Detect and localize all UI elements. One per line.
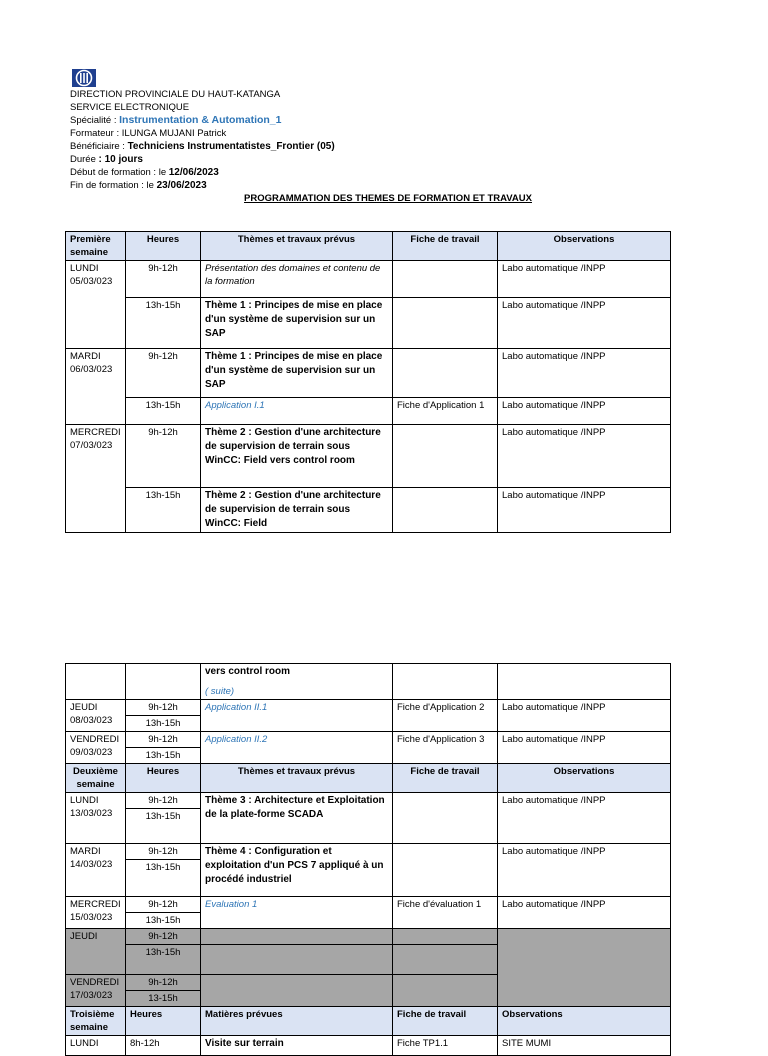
- schedule-table-week-1: [65, 231, 671, 533]
- table-row: [66, 844, 671, 860]
- table-row: [66, 349, 671, 398]
- observation-cell: Labo automatique /INPP: [498, 349, 671, 398]
- hours-cell: 9h-12h: [126, 700, 201, 716]
- theme-cell: [201, 945, 393, 975]
- table-row: [66, 488, 671, 533]
- fiche-cell: [393, 844, 498, 897]
- table-header-row: [66, 1007, 671, 1036]
- fiche-cell: [393, 425, 498, 488]
- beneficiaire-line: [70, 140, 335, 153]
- fiche-cell: [393, 929, 498, 945]
- theme-cell: Thème 1 : Principes de mise en place d'un système de supervision sur un SAP: [201, 349, 393, 398]
- table-row: [66, 732, 671, 748]
- fiche-cell: [393, 261, 498, 298]
- hours-cell: 9h-12h: [126, 897, 201, 913]
- hours-cell: 13h-15h: [126, 716, 201, 732]
- header-week: Première semaine: [66, 232, 126, 261]
- theme-continuation: vers control room: [205, 666, 291, 677]
- table-row: [66, 398, 671, 425]
- theme-cell: Thème 3 : Architecture et Exploitation de la plate-forme SCADA: [201, 793, 393, 844]
- debut-line: [70, 166, 219, 179]
- day-cell: MARDI 14/03/023: [66, 844, 126, 897]
- theme-suite: ( suite): [205, 686, 235, 697]
- table-row: [66, 261, 671, 298]
- theme-cell: Présentation des domaines et contenu de la formation: [201, 261, 393, 298]
- theme-cell: Thème 2 : Gestion d'une architecture de supervision de terrain sous WinCC: Field vers control room: [201, 425, 393, 488]
- fiche-cell: [393, 298, 498, 349]
- header-matieres: Matières prévues: [201, 1007, 393, 1036]
- day-cell: MERCREDI 15/03/023: [66, 897, 126, 929]
- theme-cell: [201, 664, 393, 700]
- fiche-cell: Fiche TP1.1: [393, 1036, 498, 1056]
- theme-cell: Application II.1: [201, 700, 393, 732]
- specialite-line: [70, 114, 282, 127]
- day-cell: MERCREDI 07/03/023: [66, 425, 126, 533]
- hours-cell: [126, 664, 201, 700]
- observation-cell: Labo automatique /INPP: [498, 261, 671, 298]
- header-fiche: Fiche de travail: [393, 232, 498, 261]
- debut-value: 12/06/2023: [168, 167, 219, 178]
- hours-cell: 9h-12h: [126, 975, 201, 991]
- fiche-cell: [393, 488, 498, 533]
- header-themes: Thèmes et travaux prévus: [201, 232, 393, 261]
- table-row: [66, 425, 671, 488]
- hours-cell: 13h-15h: [126, 398, 201, 425]
- header-heures: Heures: [126, 1007, 201, 1036]
- fin-line: [70, 179, 207, 192]
- day-cell: [66, 664, 126, 700]
- fin-label: Fin de formation : le: [70, 180, 157, 191]
- hours-cell: 13h-15h: [126, 945, 201, 975]
- header-themes: Thèmes et travaux prévus: [201, 764, 393, 793]
- day-cell: LUNDI: [66, 1036, 126, 1056]
- theme-cell: Application II.2: [201, 732, 393, 764]
- observation-cell: Labo automatique /INPP: [498, 700, 671, 732]
- observation-cell: SITE MUMI: [498, 1036, 671, 1056]
- table-row: [66, 897, 671, 913]
- hours-cell: 13-15h: [126, 991, 201, 1007]
- org-line: DIRECTION PROVINCIALE DU HAUT-KATANGA: [70, 89, 281, 100]
- header-fiche: Fiche de travail: [393, 1007, 498, 1036]
- hours-cell: 9h-12h: [126, 793, 201, 809]
- table-header-row: [66, 764, 671, 793]
- header-fiche: Fiche de travail: [393, 764, 498, 793]
- hours-cell: 9h-12h: [126, 844, 201, 860]
- observation-cell: Labo automatique /INPP: [498, 298, 671, 349]
- table-row: [66, 664, 671, 700]
- theme-cell: Thème 1 : Principes de mise en place d'un système de supervision sur un SAP: [201, 298, 393, 349]
- theme-cell: Thème 2 : Gestion d'une architecture de supervision de terrain sous WinCC: Field: [201, 488, 393, 533]
- theme-cell: Thème 4 : Configuration et exploitation d'un PCS 7 appliqué à un procédé industriel: [201, 844, 393, 897]
- observation-cell: Labo automatique /INPP: [498, 488, 671, 533]
- theme-cell: Visite sur terrain: [201, 1036, 393, 1056]
- beneficiaire-value: Techniciens Instrumentatistes_Frontier (05): [127, 141, 335, 152]
- day-cell: JEUDI: [66, 929, 126, 975]
- day-cell: JEUDI 08/03/023: [66, 700, 126, 732]
- debut-label: Début de formation : le: [70, 167, 169, 178]
- observation-cell: [498, 664, 671, 700]
- day-cell: VENDREDI 17/03/023: [66, 975, 126, 1007]
- hours-cell: 13h-15h: [126, 809, 201, 844]
- fiche-cell: Fiche d'Application 2: [393, 700, 498, 732]
- hours-cell: 13h-15h: [126, 860, 201, 897]
- header-observations: Observations: [498, 1007, 671, 1036]
- observation-cell: Labo automatique /INPP: [498, 844, 671, 897]
- hours-cell: 9h-12h: [126, 732, 201, 748]
- hours-cell: 9h-12h: [126, 349, 201, 398]
- hours-cell: 13h-15h: [126, 748, 201, 764]
- duree-label: Durée: [70, 154, 99, 165]
- formateur-line: Formateur : ILUNGA MUJANI Patrick: [70, 128, 227, 139]
- observation-cell: Labo automatique /INPP: [498, 425, 671, 488]
- table-row: [66, 298, 671, 349]
- table-row: [66, 1036, 671, 1056]
- hours-cell: 9h-12h: [126, 929, 201, 945]
- hours-cell: 13h-15h: [126, 298, 201, 349]
- day-cell: MARDI 06/03/023: [66, 349, 126, 425]
- specialite-label: Spécialité :: [70, 115, 120, 126]
- specialite-value: Instrumentation & Automation_1: [119, 114, 282, 126]
- table-row: [66, 700, 671, 716]
- header-observations: Observations: [498, 232, 671, 261]
- hours-cell: 13h-15h: [126, 488, 201, 533]
- table-row: [66, 929, 671, 945]
- theme-cell: Evaluation 1: [201, 897, 393, 929]
- schedule-table-continued: [65, 663, 671, 1056]
- fiche-cell: Fiche d'Application 3: [393, 732, 498, 764]
- table-row: [66, 793, 671, 809]
- hours-cell: 13h-15h: [126, 913, 201, 929]
- day-cell: LUNDI 05/03/023: [66, 261, 126, 349]
- hours-cell: 9h-12h: [126, 425, 201, 488]
- duree-value: : 10 jours: [98, 154, 143, 165]
- theme-cell: [201, 975, 393, 1007]
- day-cell: LUNDI 13/03/023: [66, 793, 126, 844]
- day-cell: VENDREDI 09/03/023: [66, 732, 126, 764]
- service-line: SERVICE ELECTRONIQUE: [70, 102, 190, 113]
- inpp-logo: [72, 69, 96, 87]
- duree-line: [70, 153, 143, 166]
- fiche-cell: [393, 349, 498, 398]
- fiche-cell: Fiche d'Application 1: [393, 398, 498, 425]
- document-title: PROGRAMMATION DES THEMES DE FORMATION ET TRAVAUX: [244, 193, 532, 204]
- header-heures: Heures: [126, 232, 201, 261]
- fin-value: 23/06/2023: [156, 180, 207, 191]
- fiche-cell: [393, 664, 498, 700]
- observation-cell: Labo automatique /INPP: [498, 897, 671, 929]
- header-observations: Observations: [498, 764, 671, 793]
- header-week: Troisième semaine: [66, 1007, 126, 1036]
- fiche-cell: [393, 945, 498, 975]
- observation-cell: Labo automatique /INPP: [498, 398, 671, 425]
- beneficiaire-label: Bénéficiaire :: [70, 141, 128, 152]
- hours-cell: 8h-12h: [126, 1036, 201, 1056]
- observation-cell: [498, 929, 671, 1007]
- observation-cell: Labo automatique /INPP: [498, 793, 671, 844]
- observation-cell: Labo automatique /INPP: [498, 732, 671, 764]
- header-heures: Heures: [126, 764, 201, 793]
- table-header-row: [66, 232, 671, 261]
- fiche-cell: [393, 975, 498, 1007]
- hours-cell: 9h-12h: [126, 261, 201, 298]
- theme-cell: [201, 929, 393, 945]
- header-week: Deuxième semaine: [66, 764, 126, 793]
- fiche-cell: Fiche d'évaluation 1: [393, 897, 498, 929]
- fiche-cell: [393, 793, 498, 844]
- theme-cell: Application I.1: [201, 398, 393, 425]
